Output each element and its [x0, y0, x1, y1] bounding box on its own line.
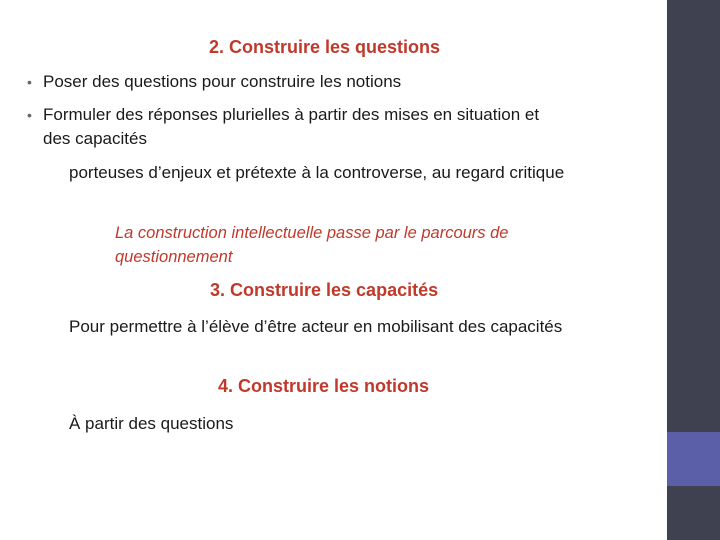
capacites-text: Pour permettre à l’élève d’être acteur en mobilisant des capacités	[69, 317, 563, 336]
bullet-item-formuler-reponses	[43, 103, 563, 151]
notions-text: À partir des questions	[69, 414, 234, 433]
bullet-dot: •	[27, 107, 32, 123]
bullet-item-formuler-reponses-text: Formuler des réponses plurielles à partir des mises en situation et des capacités	[43, 105, 540, 148]
continuation-text: porteuses d’enjeux et prétexte à la controverse, au regard critique	[69, 163, 565, 182]
heading-construire-notions: 4. Construire les notions	[218, 376, 430, 396]
sidebar-accent-block	[667, 432, 720, 486]
bullet-dot: •	[27, 74, 32, 90]
note-construction-intellectuelle: La construction intellectuelle passe par le parcours de questionnement	[115, 224, 509, 266]
bullet-item-poser-questions: Poser des questions pour construire les notions	[43, 72, 402, 91]
heading-construire-capacites: 3. Construire les capacités	[210, 280, 439, 300]
heading-construire-questions: 2. Construire les questions	[209, 37, 441, 57]
